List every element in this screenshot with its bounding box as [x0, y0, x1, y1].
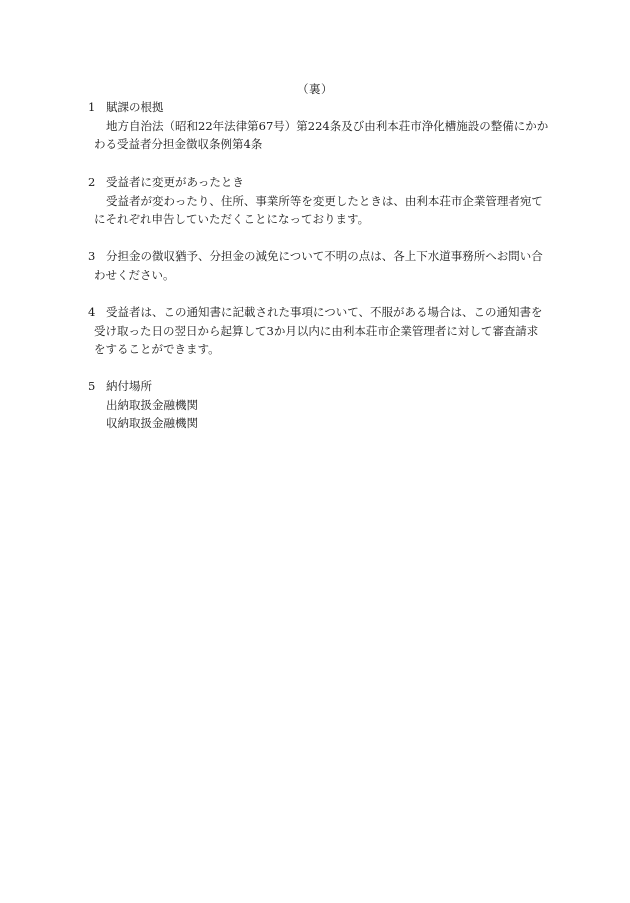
section-5 [88, 377, 556, 433]
section-1 [88, 98, 556, 154]
section-3 [88, 247, 556, 284]
section-5-title: 納付場所 [106, 379, 152, 393]
section-2 [88, 173, 556, 229]
section-4-header [88, 303, 556, 322]
section-3-header [88, 247, 556, 266]
section-1-body-line-1: 地方自治法（昭和22年法律第67号）第224条及び由利本荘市浄化槽施設の整備にかか [106, 118, 549, 133]
section-1-number: 1 [88, 100, 96, 114]
section-1-body-line-2: わる受益者分担金徴収条例第4条 [94, 137, 263, 151]
section-3-title: 分担金の徴収猶予、分担金の減免について不明の点は、各上下水道事務所へお問い合 [106, 249, 543, 263]
section-4-body-line-2: をすることができます。 [94, 342, 220, 356]
section-1-title: 賦課の根拠 [106, 100, 164, 114]
section-2-number: 2 [88, 175, 96, 189]
section-2-body-line-2: にそれぞれ申告していただくことになっております。 [94, 212, 370, 226]
section-4 [88, 303, 556, 359]
section-3-number: 3 [88, 249, 96, 263]
section-5-number: 5 [88, 379, 96, 393]
section-3-body-line-1: わせください。 [94, 267, 175, 282]
section-2-body-line-1: 受益者が変わったり、住所、事業所等を変更したときは、由利本荘市企業管理者宛て [106, 193, 543, 208]
section-1-header [88, 98, 556, 117]
section-5-header [88, 377, 556, 396]
section-4-body-line-1: 受け取った日の翌日から起算して3か月以内に由利本荘市企業管理者に対して審査請求 [94, 323, 539, 338]
section-4-title: 受益者は、この通知書に記載された事項について、不服がある場合は、この通知書を [106, 305, 543, 319]
section-4-number: 4 [88, 305, 96, 319]
page-heading: （裏） [297, 82, 333, 96]
payment-place-item-2: 収納取扱金融機関 [106, 416, 198, 430]
payment-place-item-1: 出納取扱金融機関 [106, 397, 198, 412]
section-2-title: 受益者に変更があったとき [106, 175, 244, 189]
section-2-header [88, 173, 556, 192]
